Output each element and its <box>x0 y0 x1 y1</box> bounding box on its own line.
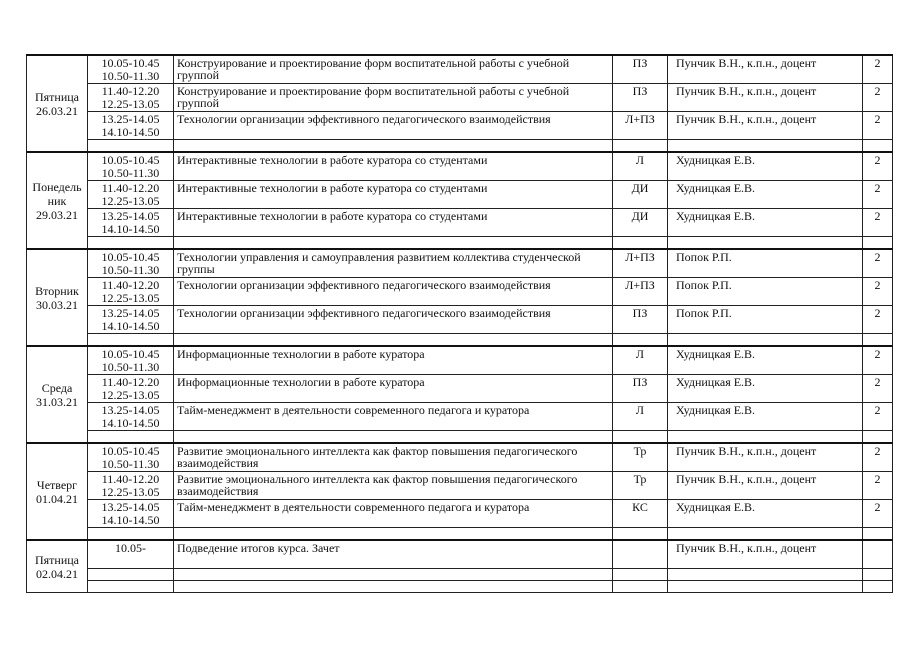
empty-cell <box>863 237 893 250</box>
teacher-cell: Пунчик В.Н., к.п.н., доцент <box>668 55 863 84</box>
subject-cell: Информационные технологии в работе куратора <box>174 375 613 403</box>
empty-cell <box>668 140 863 153</box>
teacher-cell: Пунчик В.Н., к.п.н., доцент <box>668 112 863 140</box>
empty-row <box>27 581 893 593</box>
time-start: 10.05- <box>115 541 146 555</box>
day-name: Вторник <box>35 283 79 298</box>
empty-cell <box>613 431 668 444</box>
lesson-type: ДИ <box>613 181 668 209</box>
subject-cell: Конструирование и проектирование форм воспитательной работы с учебной группой <box>174 55 613 84</box>
time-end: 14.10-14.50 <box>101 513 160 527</box>
time-cell <box>88 540 174 569</box>
empty-row <box>27 237 893 250</box>
time-start: 10.05-10.45 <box>101 347 160 361</box>
day-date: 29.03.21 <box>36 207 78 222</box>
teacher-cell: Пунчик В.Н., к.п.н., доцент <box>668 540 863 569</box>
teacher-cell: Худницкая Е.В. <box>668 181 863 209</box>
subject-cell: Технологии организации эффективного педагогического взаимодействия <box>174 306 613 334</box>
time-start: 10.05-10.45 <box>101 56 160 70</box>
empty-row <box>27 334 893 347</box>
lesson-row <box>27 181 893 209</box>
subject-cell: Развитие эмоционального интеллекта как фактор повышения педагогического взаимодействия <box>174 443 613 472</box>
time-start: 11.40-12.20 <box>101 472 160 486</box>
time-end: 10.50-11.30 <box>101 69 160 83</box>
day-name: Четверг <box>36 477 78 492</box>
time-cell <box>88 500 174 528</box>
empty-cell <box>174 528 613 541</box>
teacher-cell: Попок Р.П. <box>668 278 863 306</box>
empty-cell <box>668 237 863 250</box>
time-cell <box>88 181 174 209</box>
subject-cell: Технологии организации эффективного педагогического взаимодействия <box>174 112 613 140</box>
lesson-type: Л <box>613 403 668 431</box>
lesson-row <box>27 152 893 181</box>
day-date: 31.03.21 <box>36 394 78 409</box>
empty-cell <box>613 140 668 153</box>
empty-cell <box>668 431 863 444</box>
lesson-type: ПЗ <box>613 55 668 84</box>
subject-cell: Интерактивные технологии в работе куратора со студентами <box>174 152 613 181</box>
time-cell <box>88 443 174 472</box>
empty-cell <box>88 569 174 581</box>
subject-cell: Конструирование и проектирование форм воспитательной работы с учебной группой <box>174 84 613 112</box>
empty-cell <box>863 334 893 347</box>
time-start: 13.25-14.05 <box>101 112 160 126</box>
time-end: 14.10-14.50 <box>101 222 160 236</box>
lesson-row <box>27 249 893 278</box>
lesson-type: Тр <box>613 472 668 500</box>
hours-cell <box>863 540 893 569</box>
lesson-type <box>613 540 668 569</box>
time-end: 10.50-11.30 <box>101 263 160 277</box>
lesson-type: Тр <box>613 443 668 472</box>
time-end: 12.25-13.05 <box>101 388 160 402</box>
lesson-type: ДИ <box>613 209 668 237</box>
empty-cell <box>668 581 863 593</box>
hours-cell: 2 <box>863 346 893 375</box>
empty-cell <box>863 431 893 444</box>
time-cell <box>88 375 174 403</box>
empty-cell <box>613 334 668 347</box>
time-end: 14.10-14.50 <box>101 319 160 333</box>
teacher-cell: Худницкая Е.В. <box>668 375 863 403</box>
empty-cell <box>668 334 863 347</box>
hours-cell: 2 <box>863 55 893 84</box>
hours-cell: 2 <box>863 84 893 112</box>
subject-cell: Развитие эмоционального интеллекта как фактор повышения педагогического взаимодействия <box>174 472 613 500</box>
time-start: 11.40-12.20 <box>101 181 160 195</box>
day-cell <box>27 249 88 346</box>
lesson-type: ПЗ <box>613 84 668 112</box>
day-cell <box>27 152 88 249</box>
subject-cell: Тайм-менеджмент в деятельности современного педагога и куратора <box>174 403 613 431</box>
lesson-row <box>27 306 893 334</box>
hours-cell: 2 <box>863 249 893 278</box>
empty-cell <box>863 581 893 593</box>
lesson-row <box>27 346 893 375</box>
empty-cell <box>863 569 893 581</box>
empty-cell <box>174 581 613 593</box>
time-end: 12.25-13.05 <box>101 485 160 499</box>
lesson-row <box>27 375 893 403</box>
time-end: 10.50-11.30 <box>101 360 160 374</box>
time-cell <box>88 84 174 112</box>
day-date: 26.03.21 <box>36 103 78 118</box>
empty-row <box>27 140 893 153</box>
empty-row <box>27 569 893 581</box>
time-end: 12.25-13.05 <box>101 97 160 111</box>
lesson-type: Л+ПЗ <box>613 249 668 278</box>
teacher-cell: Худницкая Е.В. <box>668 500 863 528</box>
schedule-body <box>27 55 893 593</box>
lesson-type: ПЗ <box>613 306 668 334</box>
day-name: Среда <box>41 380 73 395</box>
time-cell <box>88 278 174 306</box>
lesson-row <box>27 540 893 569</box>
time-start: 13.25-14.05 <box>101 500 160 514</box>
day-date: 01.04.21 <box>36 491 78 506</box>
lesson-type: ПЗ <box>613 375 668 403</box>
time-end: 12.25-13.05 <box>101 194 160 208</box>
subject-cell: Технологии организации эффективного педагогического взаимодействия <box>174 278 613 306</box>
time-cell <box>88 112 174 140</box>
lesson-type: КС <box>613 500 668 528</box>
lesson-row <box>27 55 893 84</box>
hours-cell: 2 <box>863 112 893 140</box>
empty-cell <box>88 237 174 250</box>
time-cell <box>88 403 174 431</box>
day-cell <box>27 443 88 540</box>
time-cell <box>88 152 174 181</box>
lesson-type: Л <box>613 346 668 375</box>
hours-cell: 2 <box>863 306 893 334</box>
time-start: 13.25-14.05 <box>101 403 160 417</box>
teacher-cell: Попок Р.П. <box>668 249 863 278</box>
empty-cell <box>613 581 668 593</box>
lesson-row <box>27 403 893 431</box>
subject-cell: Интерактивные технологии в работе куратора со студентами <box>174 209 613 237</box>
subject-cell: Информационные технологии в работе куратора <box>174 346 613 375</box>
time-cell <box>88 209 174 237</box>
time-end: 12.25-13.05 <box>101 291 160 305</box>
hours-cell: 2 <box>863 152 893 181</box>
teacher-cell: Попок Р.П. <box>668 306 863 334</box>
hours-cell: 2 <box>863 403 893 431</box>
day-cell <box>27 346 88 443</box>
hours-cell: 2 <box>863 472 893 500</box>
empty-cell <box>174 431 613 444</box>
hours-cell: 2 <box>863 209 893 237</box>
time-start: 11.40-12.20 <box>101 278 160 292</box>
empty-cell <box>88 528 174 541</box>
day-name: Понедель ник <box>32 179 82 208</box>
empty-cell <box>174 334 613 347</box>
empty-cell <box>174 140 613 153</box>
time-cell <box>88 249 174 278</box>
empty-cell <box>613 528 668 541</box>
hours-cell: 2 <box>863 181 893 209</box>
empty-cell <box>613 237 668 250</box>
day-name: Пятница <box>34 552 80 567</box>
day-name: Пятница <box>34 89 80 104</box>
time-end: 10.50-11.30 <box>101 457 160 471</box>
time-cell <box>88 472 174 500</box>
empty-cell <box>863 140 893 153</box>
time-cell <box>88 346 174 375</box>
hours-cell: 2 <box>863 278 893 306</box>
day-cell <box>27 540 88 593</box>
subject-cell: Подведение итогов курса. Зачет <box>174 540 613 569</box>
subject-cell: Интерактивные технологии в работе куратора со студентами <box>174 181 613 209</box>
teacher-cell: Пунчик В.Н., к.п.н., доцент <box>668 443 863 472</box>
empty-cell <box>88 334 174 347</box>
empty-cell <box>613 569 668 581</box>
empty-cell <box>174 569 613 581</box>
lesson-row <box>27 500 893 528</box>
empty-cell <box>88 581 174 593</box>
lesson-row <box>27 278 893 306</box>
hours-cell: 2 <box>863 443 893 472</box>
day-date: 02.04.21 <box>36 566 78 581</box>
time-start: 10.05-10.45 <box>101 444 160 458</box>
teacher-cell: Худницкая Е.В. <box>668 209 863 237</box>
lesson-row <box>27 112 893 140</box>
hours-cell: 2 <box>863 375 893 403</box>
lesson-row <box>27 84 893 112</box>
lesson-row <box>27 472 893 500</box>
empty-cell <box>668 528 863 541</box>
teacher-cell: Пунчик В.Н., к.п.н., доцент <box>668 472 863 500</box>
teacher-cell: Худницкая Е.В. <box>668 346 863 375</box>
time-start: 13.25-14.05 <box>101 209 160 223</box>
schedule-table <box>26 54 893 593</box>
subject-cell: Технологии управления и самоуправления развитием коллектива студенческой группы <box>174 249 613 278</box>
teacher-cell: Худницкая Е.В. <box>668 403 863 431</box>
empty-cell <box>863 528 893 541</box>
time-start: 11.40-12.20 <box>101 84 160 98</box>
time-end: 10.50-11.30 <box>101 166 160 180</box>
lesson-row <box>27 209 893 237</box>
empty-row <box>27 431 893 444</box>
time-start: 10.05-10.45 <box>101 250 160 264</box>
time-end: 14.10-14.50 <box>101 416 160 430</box>
day-cell <box>27 55 88 152</box>
hours-cell: 2 <box>863 500 893 528</box>
lesson-type: Л+ПЗ <box>613 112 668 140</box>
lesson-type: Л+ПЗ <box>613 278 668 306</box>
teacher-cell: Пунчик В.Н., к.п.н., доцент <box>668 84 863 112</box>
lesson-row <box>27 443 893 472</box>
empty-cell <box>668 569 863 581</box>
day-date: 30.03.21 <box>36 297 78 312</box>
time-start: 13.25-14.05 <box>101 306 160 320</box>
subject-cell: Тайм-менеджмент в деятельности современного педагога и куратора <box>174 500 613 528</box>
time-cell <box>88 306 174 334</box>
empty-cell <box>174 237 613 250</box>
time-start: 11.40-12.20 <box>101 375 160 389</box>
time-cell <box>88 55 174 84</box>
empty-row <box>27 528 893 541</box>
lesson-type: Л <box>613 152 668 181</box>
time-end: 14.10-14.50 <box>101 125 160 139</box>
empty-cell <box>88 431 174 444</box>
empty-cell <box>88 140 174 153</box>
teacher-cell: Худницкая Е.В. <box>668 152 863 181</box>
time-start: 10.05-10.45 <box>101 153 160 167</box>
